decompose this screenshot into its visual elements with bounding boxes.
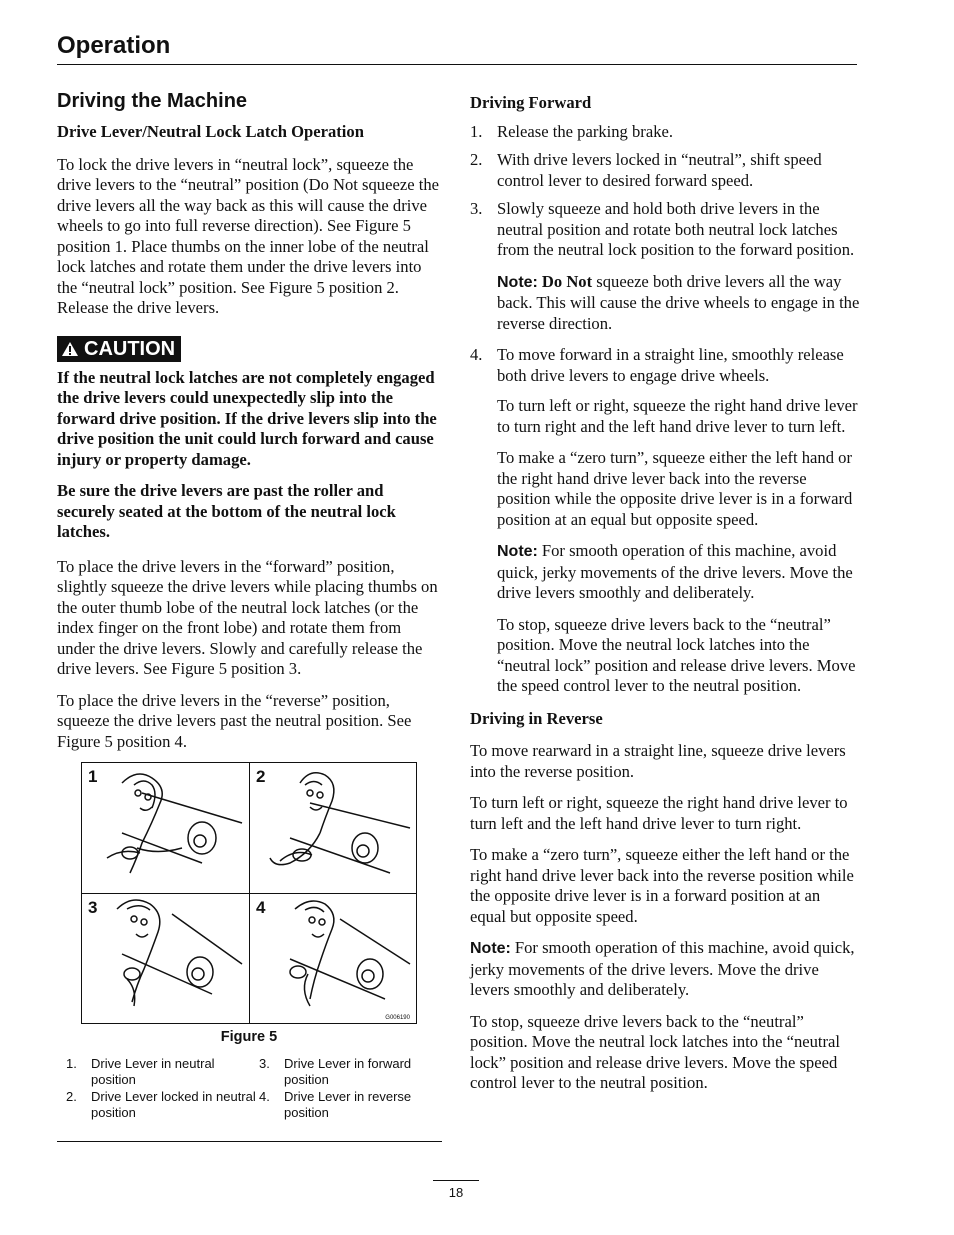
list-item: 3. Slowly squeeze and hold both drive levers in the neutral position and rotate both neutral lock latches from the neutral lock position to the forward position. xyxy=(470,199,855,259)
legend-number: 4. xyxy=(259,1089,270,1104)
figure-panel-3 xyxy=(82,894,248,1024)
left-column-bottom-rule xyxy=(57,1141,442,1142)
legend-text: Drive Lever in neutral position xyxy=(91,1056,215,1087)
figure-caption: Figure 5 xyxy=(220,1029,278,1045)
lever-neutral-illustration xyxy=(82,763,248,893)
panel-number: 3 xyxy=(88,898,98,917)
paragraph-reverse-straight: To move rearward in a straight line, squeeze drive levers into the reverse position. xyxy=(470,741,846,781)
figure-panel-4 xyxy=(250,894,416,1024)
caution-label: CAUTION xyxy=(84,337,176,360)
right-column xyxy=(470,93,860,1105)
page-number: 18 xyxy=(448,1185,464,1200)
figure-id: G006190 xyxy=(385,1015,410,1021)
paragraph-reverse-stop: To stop, squeeze drive levers back to the “neutral” position. Move the neutral lock latches into the “neutral lock” position and release drive levers. Move the speed control lever to the neutral position. xyxy=(470,1011,841,1092)
legend-text: Drive Lever locked in neutral position xyxy=(91,1089,256,1120)
panel-number: 4 xyxy=(256,898,266,917)
paragraph-neutral-lock: To lock the drive levers in “neutral lock”, squeeze the drive levers to the “neutral” position (Do Not squeeze the drive levers all the way back as this will cause the drive wheels to go into full reverse direction). See Figure 5 position 1. Place thumbs on the inner lobe of the neutral lock latches and rotate them under the drive levers into the “neutral lock” position. See Figure 5 position 2. Release the drive levers. xyxy=(57,154,439,317)
lever-locked-illustration xyxy=(250,763,416,893)
figure-panel-2 xyxy=(250,763,416,893)
list-item: 1. Release the parking brake. xyxy=(470,121,674,141)
page-number-rule xyxy=(433,1180,479,1181)
legend-number: 1. xyxy=(66,1056,77,1071)
paragraph-forward-position: To place the drive levers in the “forward” position, slightly squeeze the drive levers while placing thumbs on the outer thumb lobe of the neutral lock latches (or the index finger on the front lobe) and rotate them from under the drive levers. Slowly and carefully release the drive levers. See Figure 5 position 3. xyxy=(57,556,438,678)
forward-step-4 xyxy=(470,345,860,386)
paragraph-stop: To stop, squeeze drive levers back to the “neutral” position. Move the neutral lock latches into the “neutral lock” position and release drive levers. Move the speed control lever to the neutral position. xyxy=(497,614,856,695)
paragraph-zero-turn: To make a “zero turn”, squeeze either the left hand or the right hand drive lever back into the reverse position while the opposite drive lever is in a forward position at an equal but opposite speed. xyxy=(497,448,853,529)
paragraph-reverse-turning: To turn left or right, squeeze the right hand drive lever to turn left and the left hand drive lever to turn right. xyxy=(470,793,848,833)
paragraph-reverse-position: To place the drive levers in the “reverse” position, squeeze the drive levers past the neutral position. See Figure 5 position 4. xyxy=(57,690,412,751)
heading-driving-in-reverse: Driving in Reverse xyxy=(470,708,603,728)
panel-number: 1 xyxy=(88,767,98,786)
legend-text: Drive Lever in forward position xyxy=(284,1056,412,1087)
figure-panel-1 xyxy=(82,763,248,893)
legend-number: 3. xyxy=(259,1056,270,1071)
list-item: 2. With drive levers locked in “neutral”, shift speed control lever to desired forward speed. xyxy=(470,150,822,190)
lever-forward-illustration xyxy=(82,894,248,1024)
lever-reverse-illustration xyxy=(250,894,416,1024)
subheading-drive-lever: Drive Lever/Neutral Lock Latch Operation xyxy=(57,122,364,141)
note-do-not: Note: Do Not squeeze both drive levers all the way back. This will cause the drive wheels to engage in the reverse direction. xyxy=(497,271,860,333)
note-reverse-smooth-operation: Note: For smooth operation of this machine, avoid quick, jerky movements of the drive levers. Move the drive levers smoothly and deliberately. xyxy=(470,938,855,999)
caution-text-2: Be sure the drive levers are past the roller and securely seated at the bottom of the neutral lock latches. xyxy=(57,481,396,541)
heading-driving-forward: Driving Forward xyxy=(470,93,592,112)
header-rule xyxy=(57,64,857,65)
warning-triangle-icon xyxy=(61,341,79,357)
forward-steps-list xyxy=(470,122,860,261)
legend-text: Drive Lever in reverse position xyxy=(284,1089,412,1120)
caution-text-1: If the neutral lock latches are not completely engaged the drive levers could unexpectedly slip into the forward drive position. If the drive levers slip into the drive position the unit could lurch forward and cause injury or property damage. xyxy=(57,367,437,469)
caution-badge xyxy=(57,336,181,362)
paragraph-turning: To turn left or right, squeeze the right hand drive lever to turn right and the left hand drive lever to turn left. xyxy=(497,396,858,436)
panel-number: 2 xyxy=(256,767,266,786)
figure-5 xyxy=(81,762,417,1024)
list-item: 4. To move forward in a straight line, smoothly release both drive levers to engage drive wheels. xyxy=(470,345,844,385)
paragraph-reverse-zero-turn: To make a “zero turn”, squeeze either the left hand or the right hand drive lever back into the reverse position while the opposite drive lever is in a forward position at an equal but opposite speed. xyxy=(470,845,854,926)
legend-number: 2. xyxy=(66,1089,77,1104)
note-smooth-operation: Note: For smooth operation of this machine, avoid quick, jerky movements of the drive levers. Move the drive levers smoothly and deliberately. xyxy=(497,541,853,602)
section-title: Operation xyxy=(57,32,171,59)
left-column xyxy=(57,88,443,763)
heading-driving-the-machine: Driving the Machine xyxy=(57,90,248,112)
